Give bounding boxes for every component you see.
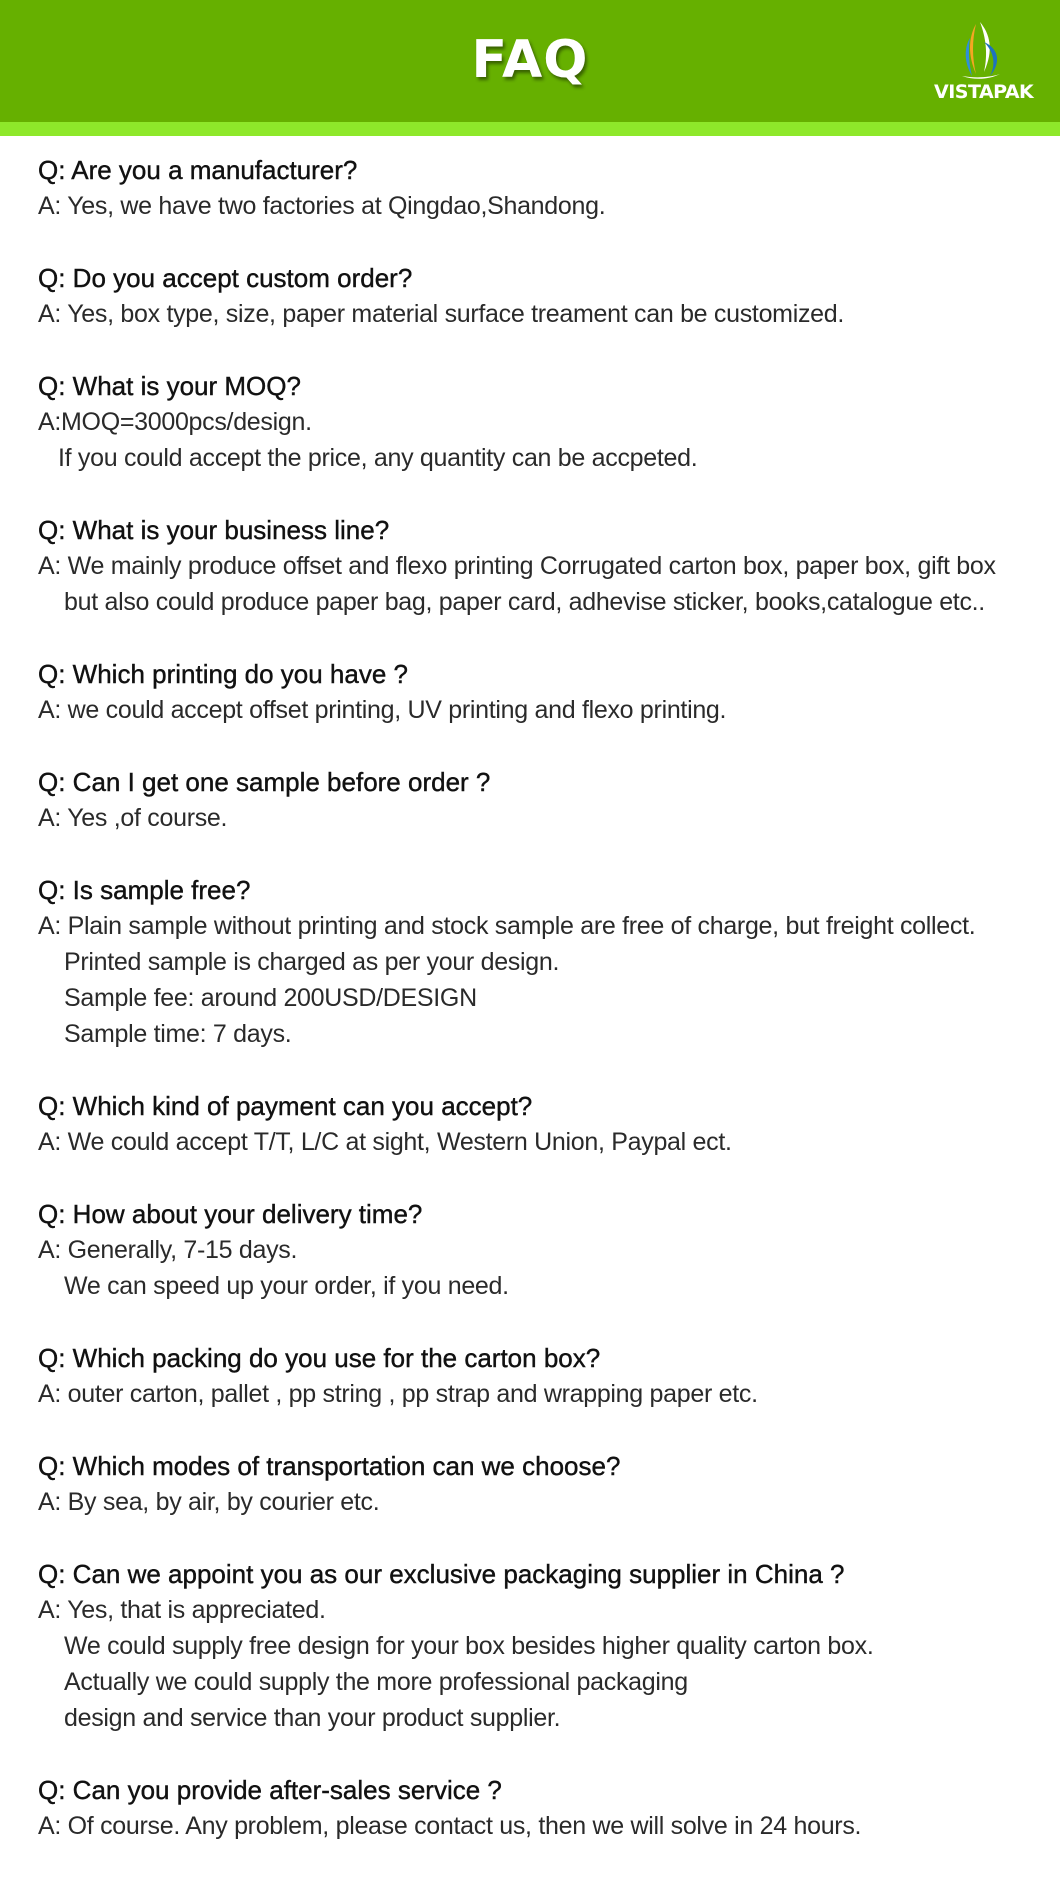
faq-list [38, 152, 1048, 1880]
faq-answer: A:MOQ=3000pcs/design. [38, 408, 312, 436]
faq-question: Q: Can I get one sample before order ? [38, 767, 491, 797]
faq-answer-line: If you could accept the price, any quantity can be accpeted. [58, 444, 698, 472]
faq-question: Q: What is your MOQ? [38, 371, 301, 401]
faq-item [38, 260, 1048, 332]
faq-answer-line: We could supply free design for your box besides higher quality carton box. [64, 1632, 874, 1660]
faq-question: Q: Which kind of payment can you accept? [38, 1091, 533, 1121]
faq-answer: A: Generally, 7-15 days. [38, 1236, 298, 1264]
faq-question: Q: Can you provide after-sales service ? [38, 1775, 502, 1805]
faq-question: Q: Is sample free? [38, 875, 251, 905]
faq-item [38, 368, 1048, 476]
faq-answer-line: but also could produce paper bag, paper card, adhevise sticker, books,catalogue etc.. [64, 588, 985, 616]
faq-answer: A: Yes, box type, size, paper material surface treament can be customized. [38, 300, 845, 328]
faq-question: Q: Can we appoint you as our exclusive packaging supplier in China ? [38, 1559, 845, 1589]
faq-item [38, 1448, 1048, 1520]
faq-question: Q: How about your delivery time? [38, 1199, 423, 1229]
faq-item [38, 152, 1048, 224]
brand-name: VISTAPAK [934, 81, 1034, 103]
faq-answer: A: We could accept T/T, L/C at sight, Western Union, Paypal ect. [38, 1128, 732, 1156]
faq-answer: A: Yes, we have two factories at Qingdao,Shandong. [38, 192, 606, 220]
faq-answer-line: Actually we could supply the more professional packaging [64, 1668, 688, 1696]
faq-question: Q: Do you accept custom order? [38, 263, 413, 293]
faq-question: Q: Which packing do you use for the carton box? [38, 1343, 601, 1373]
faq-item [38, 872, 1048, 1052]
faq-answer-line: design and service than your product supplier. [64, 1704, 561, 1732]
faq-answer: A: outer carton, pallet , pp string , pp strap and wrapping paper etc. [38, 1380, 758, 1408]
faq-item [38, 1340, 1048, 1412]
faq-item [38, 656, 1048, 728]
faq-question: Q: Which modes of transportation can we choose? [38, 1451, 621, 1481]
faq-answer: A: We mainly produce offset and flexo printing Corrugated carton box, paper box, gift box [38, 552, 996, 580]
header-banner [0, 0, 1060, 122]
brand-logo [934, 20, 1034, 106]
faq-question: Q: What is your business line? [38, 515, 390, 545]
faq-answer: A: By sea, by air, by courier etc. [38, 1488, 380, 1516]
faq-item [38, 1088, 1048, 1160]
faq-answer-line: We can speed up your order, if you need. [64, 1272, 509, 1300]
faq-answer: A: Plain sample without printing and stock sample are free of charge, but freight collect. [38, 912, 976, 940]
faq-item [38, 512, 1048, 620]
faq-item [38, 1772, 1048, 1844]
faq-answer: A: Of course. Any problem, please contact us, then we will solve in 24 hours. [38, 1812, 862, 1840]
page-title: FAQ [471, 30, 589, 90]
header-stripe [0, 122, 1060, 136]
faq-answer-line: Sample time: 7 days. [64, 1020, 292, 1048]
faq-answer-line: Printed sample is charged as per your design. [64, 948, 560, 976]
faq-answer: A: we could accept offset printing, UV printing and flexo printing. [38, 696, 727, 724]
faq-answer: A: Yes, that is appreciated. [38, 1596, 326, 1624]
vistapak-sail-logo-icon [954, 20, 1004, 82]
faq-item [38, 1196, 1048, 1304]
faq-question: Q: Are you a manufacturer? [38, 155, 358, 185]
faq-answer-line: Sample fee: around 200USD/DESIGN [64, 984, 477, 1012]
faq-question: Q: Which printing do you have ? [38, 659, 408, 689]
faq-item [38, 1556, 1048, 1736]
faq-answer: A: Yes ,of course. [38, 804, 228, 832]
faq-item [38, 764, 1048, 836]
